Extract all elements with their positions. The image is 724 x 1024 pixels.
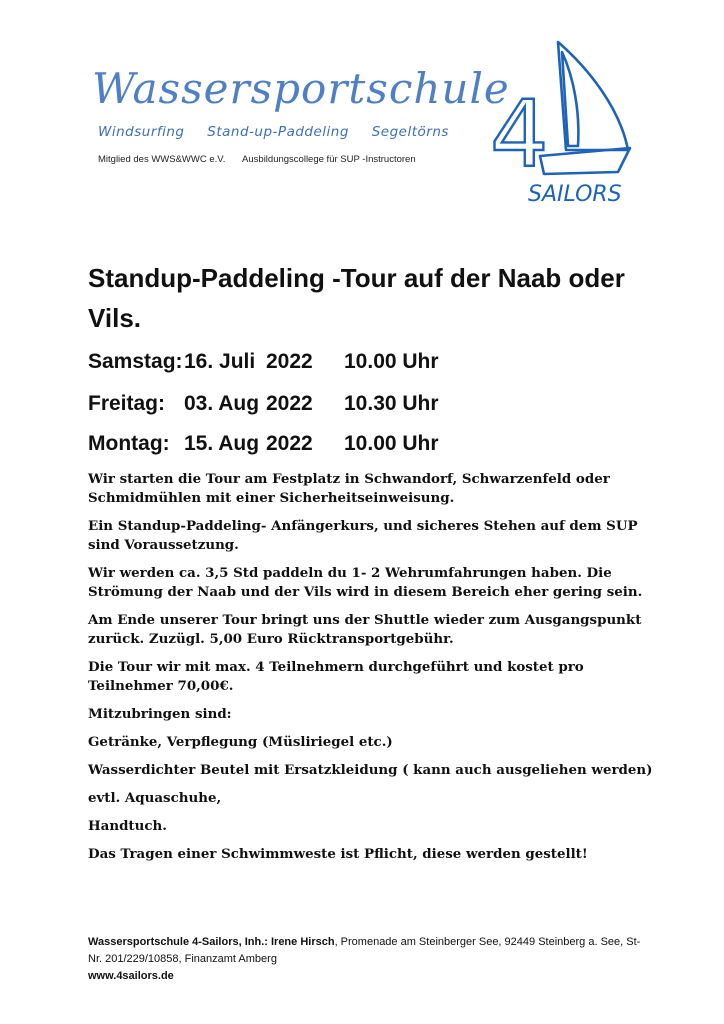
date-year: 2022 (266, 392, 313, 415)
date-date: 16. Juli (184, 350, 256, 373)
membership-line (98, 154, 416, 165)
paragraph: Wir werden ca. 3,5 Std paddeln du 1- 2 Wehrumfahrungen haben. Die Strömung der Naab und der Vils wird in diesem Bereich eher gering sein. (88, 565, 643, 600)
date-line-1 (88, 350, 439, 374)
paragraph: Mitzubringen sind: (88, 706, 232, 722)
paragraph: evtl. Aquaschuhe, (88, 790, 222, 806)
4sailors-logo (488, 38, 638, 208)
logo-subtitle (98, 124, 467, 140)
logo-title: Wassersportschule (92, 64, 510, 113)
college-text: Ausbildungscollege für SUP -Instructoren (242, 154, 416, 165)
footer-company: Wassersportschule 4-Sailors, Inh.: Irene Hirsch (88, 936, 335, 948)
subtitle-sup: Stand-up-Paddeling (207, 124, 349, 140)
date-time: 10.00 Uhr (344, 432, 439, 455)
date-year: 2022 (266, 350, 313, 373)
membership-text: Mitglied des WWS&WWC e.V. (98, 154, 226, 165)
date-line-3 (88, 432, 439, 456)
paragraph: Handtuch. (88, 818, 167, 834)
subtitle-windsurfing: Windsurfing (98, 124, 185, 140)
paragraph: Die Tour wir mit max. 4 Teilnehmern durchgeführt und kostet pro Teilnehmer 70,00€. (88, 659, 584, 694)
footer (88, 934, 648, 985)
brand-name: SAILORS (528, 182, 622, 207)
date-year: 2022 (266, 432, 313, 455)
footer-website[interactable]: www.4sailors.de (88, 970, 174, 982)
paragraph: Das Tragen einer Schwimmweste ist Pflicht, diese werden gestellt! (88, 846, 588, 862)
date-day: Freitag: (88, 392, 166, 415)
paragraph: Am Ende unserer Tour bringt uns der Shuttle wieder zum Ausgangspunkt zurück. Zuzügl. 5,00 Euro Rücktransportgebühr. (88, 612, 642, 647)
date-date: 03. Aug (184, 392, 260, 415)
subtitle-segeltoerns: Segeltörns (371, 124, 449, 140)
date-time: 10.00 Uhr (344, 350, 439, 373)
date-time: 10.30 Uhr (344, 392, 439, 415)
date-line-2 (88, 392, 439, 416)
paragraph: Getränke, Verpflegung (Müsliriegel etc.) (88, 734, 393, 750)
paragraph: Wasserdichter Beutel mit Ersatzkleidung ( kann auch ausgeliehen werden) (88, 762, 653, 778)
date-day: Montag: (88, 432, 170, 455)
hull-icon (540, 148, 630, 174)
paragraph: Ein Standup-Paddeling- Anfängerkurs, und sicheres Stehen auf dem SUP sind Voraussetzung. (88, 518, 638, 553)
brand-number: 4 (490, 81, 549, 188)
paragraph: Wir starten die Tour am Festplatz in Schwandorf, Schwarzenfeld oder Schmidmühlen mit einer Sicherheitseinweisung. (88, 471, 610, 506)
tour-description (88, 470, 663, 873)
footer-address: , Promenade am Steinberger See, 92449 Steinberg a. See, St-Nr. 201/229/10858, Finanzamt Amberg (88, 936, 641, 965)
page-headline: Standup-Paddeling -Tour auf der Naab oder Vils. (88, 263, 625, 333)
date-day: Samstag: (88, 350, 183, 373)
date-date: 15. Aug (184, 432, 260, 455)
